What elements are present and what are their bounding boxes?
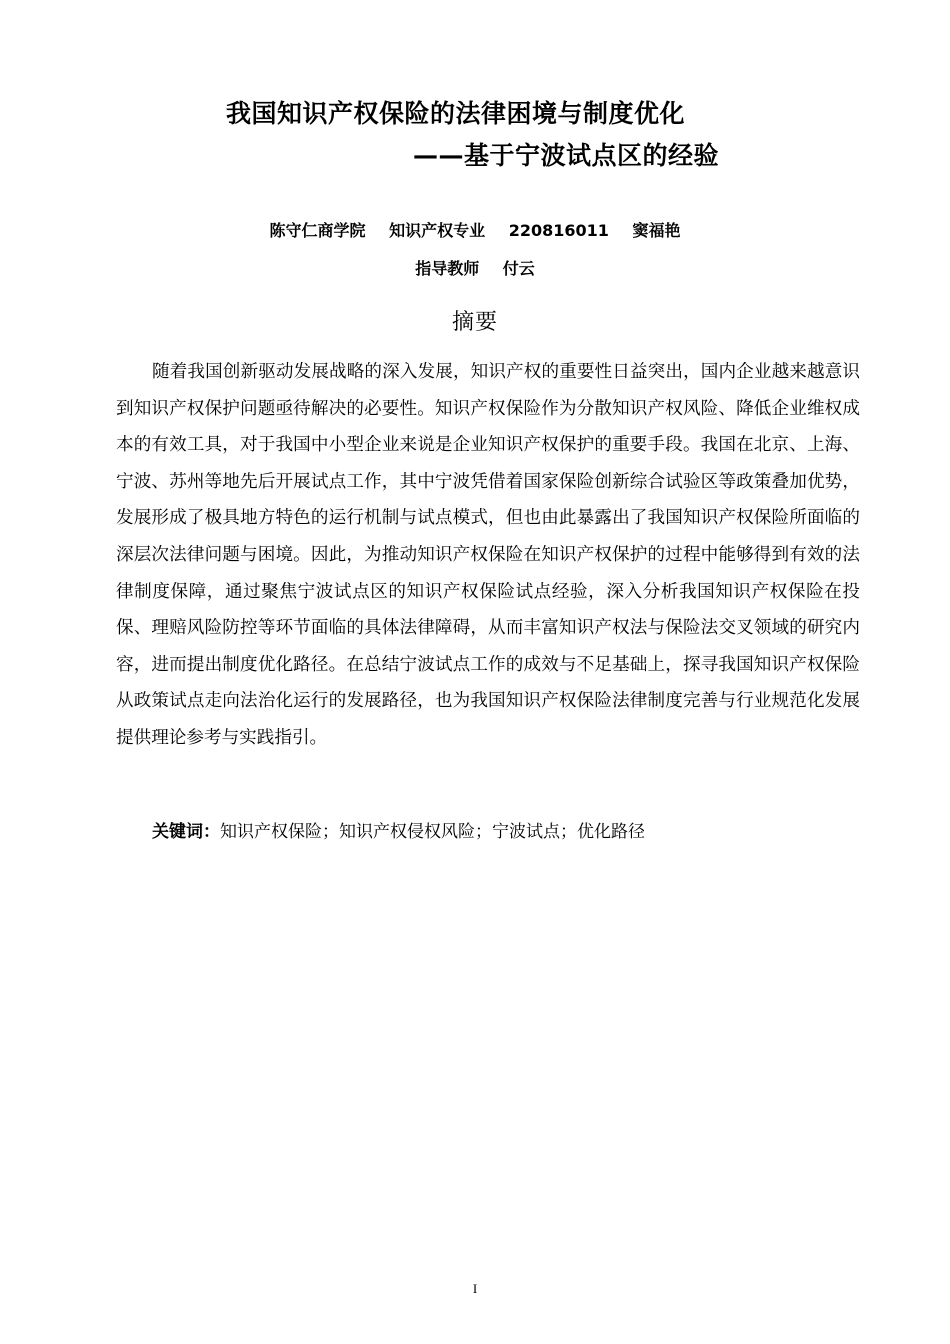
advisor-label: 指导教师 — [415, 259, 480, 278]
author-info — [0, 218, 950, 241]
author-name: 窦福艳 — [632, 221, 681, 240]
abstract-body: 随着我国创新驱动发展战略的深入发展，知识产权的重要性日益突出，国内企业越来越意识到知识产权保护问题亟待解决的必要性。知识产权保险作为分散知识产权风险、降低企业维权成本的有效工具，对于我国中小型企业来说是企业知识产权保护的重要手段。我国在北京、上海、宁波、苏州等地先后开展试点工作，其中宁波凭借着国家保险创新综合试验区等政策叠加优势，发展形成了极具地方特色的运行机制与试点模式，但也由此暴露出了我国知识产权保险所面临的深层次法律问题与困境。因此，为推动知识产权保险在知识产权保护的过程中能够得到有效的法律制度保障，通过聚焦宁波试点区的知识产权保险试点经验，深入分析我国知识产权保险在投保、理赔风险防控等环节面临的具体法律障碍，从而丰富知识产权法与保险法交叉领域的研究内容，进而提出制度优化路径。在总结宁波试点工作的成效与不足基础上，探寻我国知识产权保险从政策试点走向法治化运行的发展路径，也为我国知识产权保险法律制度完善与行业规范化发展提供理论参考与实践指引。 — [116, 362, 860, 748]
paper-subtitle: ——基于宁波试点区的经验 — [413, 141, 720, 170]
advisor-name: 付云 — [502, 259, 535, 278]
paper-title: 我国知识产权保险的法律困境与制度优化 — [226, 99, 686, 128]
author-major: 知识产权专业 — [389, 221, 486, 240]
author-student-id: 220816011 — [508, 221, 609, 240]
advisor-info — [0, 256, 950, 279]
author-school: 陈守仁商学院 — [269, 221, 366, 240]
abstract-heading: 摘要 — [451, 310, 498, 335]
page-number: I — [472, 1281, 478, 1296]
keywords-text: 知识产权保险；知识产权侵权风险；宁波试点；优化路径 — [220, 822, 645, 842]
keywords-label: 关键词： — [152, 822, 220, 842]
keywords — [152, 817, 645, 842]
